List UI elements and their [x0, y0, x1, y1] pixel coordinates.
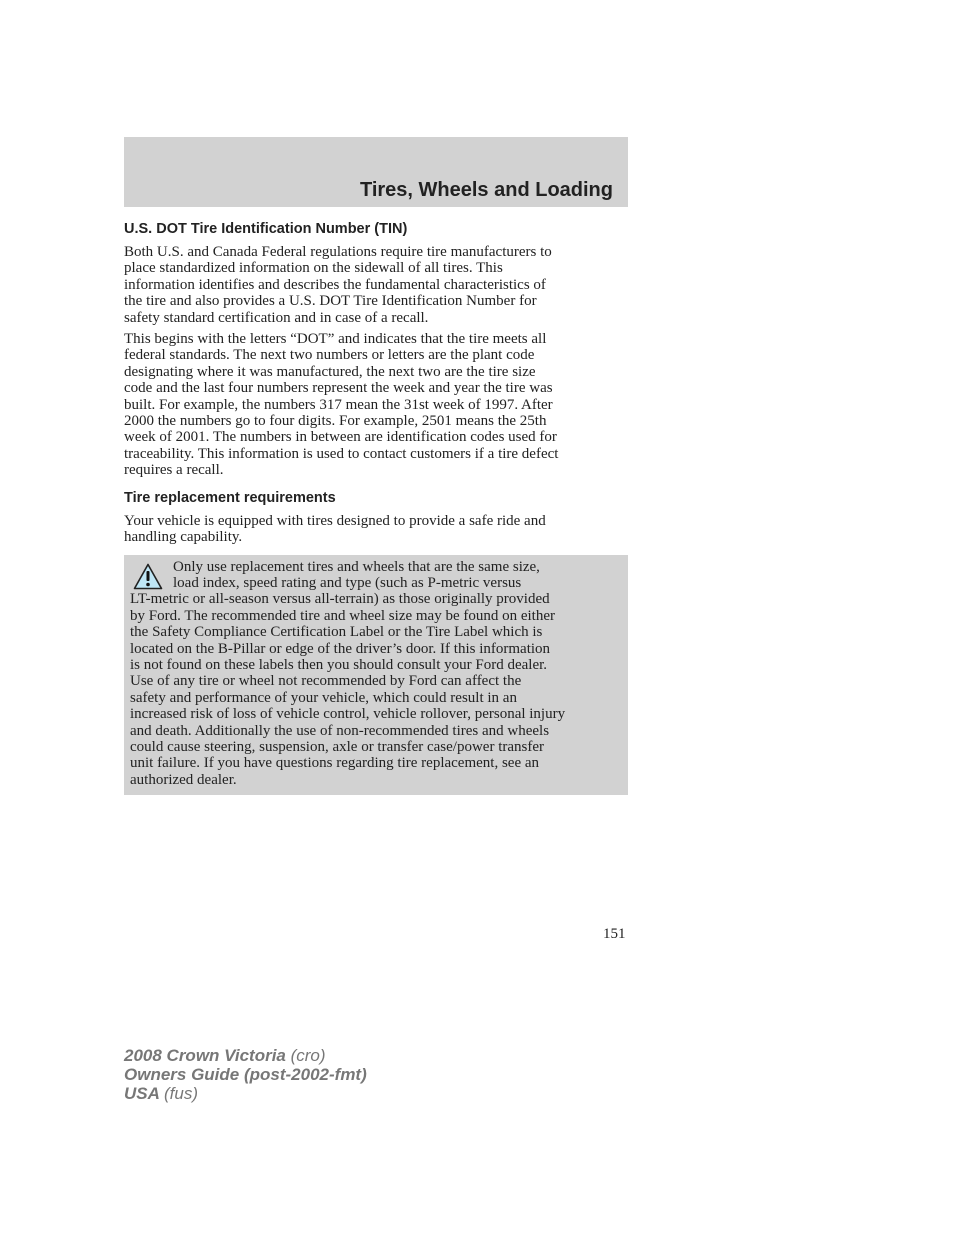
section-header	[124, 137, 628, 207]
text-line: unit failure. If you have questions regarding tire replacement, see an	[130, 755, 540, 772]
text-line: designating where it was manufactured, the next two are the tire size	[124, 363, 536, 380]
text-line: This begins with the letters “DOT” and indicates that the tire meets all	[124, 331, 547, 348]
footer-guide: Owners Guide (post-2002-fmt)	[124, 1065, 367, 1084]
text-line: Both U.S. and Canada Federal regulations require tire manufacturers to	[124, 244, 552, 260]
text-line: handling capability.	[124, 529, 243, 546]
paragraph	[124, 244, 628, 326]
text-line: could cause steering, suspension, axle or transfer case/power transfer	[130, 738, 545, 755]
text-line: authorized dealer.	[130, 771, 237, 788]
page-content	[124, 220, 628, 800]
paragraph	[124, 513, 628, 546]
text-line: federal standards. The next two numbers or letters are the plant code	[124, 347, 535, 364]
heading-tin: U.S. DOT Tire Identification Number (TIN)	[124, 221, 408, 237]
text-line: Only use replacement tires and wheels that are the same size,	[173, 558, 540, 575]
text-line: built. For example, the numbers 317 mean the 31st week of 1997. After	[124, 396, 553, 413]
text-line: safety standard certification and in case of a recall.	[124, 309, 429, 326]
text-line: the tire and also provides a U.S. DOT Tire Identification Number for	[124, 293, 537, 310]
text-line: load index, speed rating and type (such as P-metric versus	[173, 574, 522, 591]
text-line: 2000 the numbers go to four digits. For example, 2501 means the 25th	[124, 413, 547, 430]
text-line: located on the B-Pillar or edge of the driver’s door. If this information	[130, 640, 551, 657]
warning-box	[124, 555, 628, 796]
heading-tire-replacement: Tire replacement requirements	[124, 489, 336, 506]
footer-market: USA	[124, 1084, 160, 1103]
text-line: place standardized information on the sidewall of all tires. This	[124, 260, 503, 277]
paragraph	[124, 331, 628, 479]
warning-triangle-icon	[133, 563, 163, 590]
text-line: week of 2001. The numbers in between are identification codes used for	[124, 429, 557, 446]
footer-model: 2008 Crown Victoria	[124, 1046, 286, 1065]
text-line: by Ford. The recommended tire and wheel size may be found on either	[130, 607, 556, 624]
text-line: is not found on these labels then you should consult your Ford dealer.	[130, 656, 548, 673]
text-line: requires a recall.	[124, 462, 224, 479]
text-line: code and the last four numbers represent the week and year the tire was	[124, 380, 553, 397]
text-line: and death. Additionally the use of non-recommended tires and wheels	[130, 722, 550, 739]
text-line: increased risk of loss of vehicle control, vehicle rollover, personal injury	[130, 706, 566, 723]
text-line: information identifies and describes the fundamental characteristics of	[124, 276, 546, 293]
text-line: traceability. This information is used to contact customers if a tire defect	[124, 445, 559, 462]
text-line: Use of any tire or wheel not recommended by Ford can affect the	[130, 673, 522, 690]
page-number: 151	[603, 926, 626, 942]
footer-model-code: (cro)	[290, 1046, 326, 1065]
text-line: the Safety Compliance Certification Label or the Tire Label which is	[130, 624, 543, 641]
footer-market-code: (fus)	[164, 1084, 198, 1103]
text-line: LT-metric or all-season versus all-terrain) as those originally provided	[130, 591, 550, 608]
footer	[124, 1046, 367, 1103]
warning-text	[130, 559, 622, 789]
text-line: Your vehicle is equipped with tires designed to provide a safe ride and	[124, 512, 546, 529]
section-title: Tires, Wheels and Loading	[359, 179, 613, 201]
text-line: safety and performance of your vehicle, which could result in an	[130, 689, 517, 706]
